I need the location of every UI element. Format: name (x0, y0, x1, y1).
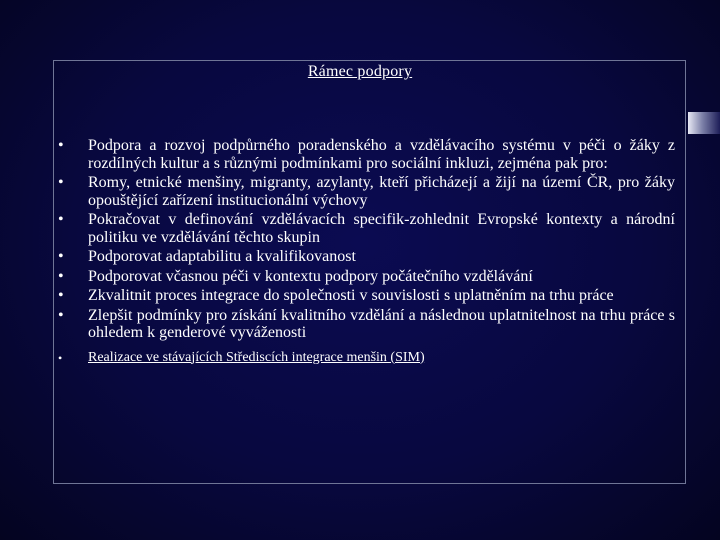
bullet-item (58, 174, 675, 209)
decorative-strip (688, 112, 720, 134)
bullet-icon: • (58, 174, 64, 191)
bullet-icon: • (58, 137, 64, 154)
bullet-icon: • (58, 350, 63, 365)
bullet-icon: • (58, 287, 64, 304)
bullet-item (58, 268, 675, 286)
slide-title: Rámec podpory (307, 63, 413, 80)
bullet-item (58, 211, 675, 246)
bullet-text: Podporovat adaptabilitu a kvalifikovanost (88, 248, 356, 265)
bullet-text: Podpora a rozvoj podpůrného poradenského a vzdělávacího systému v péči o žáky z rozdílných kultur a s různými podmínkami pro sociální inkluzi, zejména pak pro: (88, 137, 675, 172)
bullet-icon: • (58, 267, 64, 285)
bullet-item (58, 137, 675, 172)
sim-link[interactable]: Realizace ve stávajících Střediscích integrace menšin (SIM) (88, 349, 425, 365)
bullet-item (58, 307, 675, 342)
bullet-text: Romy, etnické menšiny, migranty, azylanty, kteří přicházejí a žijí na území ČR, pro žáky opouštějící zařízení institucionální výchovy (88, 174, 675, 209)
bullet-text: Pokračovat v definování vzdělávacích specifik-zohlednit Evropské kontexty a národní politiku ve vzdělávání těchto skupin (88, 211, 675, 246)
bullet-item (58, 248, 675, 266)
bullet-item (58, 287, 675, 305)
bullet-icon: • (58, 211, 64, 228)
bullet-text: Zlepšit podmínky pro získání kvalitního vzdělání a následnou uplatnitelnost na trhu práce s ohledem k genderové vyváženosti (88, 306, 675, 341)
bullet-icon: • (58, 306, 64, 324)
bullet-icon: • (58, 248, 64, 265)
bullet-text: Zkvalitnit proces integrace do společnosti v souvislosti s uplatněním na trhu práce (88, 287, 614, 304)
bullet-text: Podporovat včasnou péči v kontextu podpory počátečního vzdělávání (88, 267, 533, 285)
bullet-item-link[interactable] (58, 350, 675, 366)
bullet-list (58, 137, 675, 368)
